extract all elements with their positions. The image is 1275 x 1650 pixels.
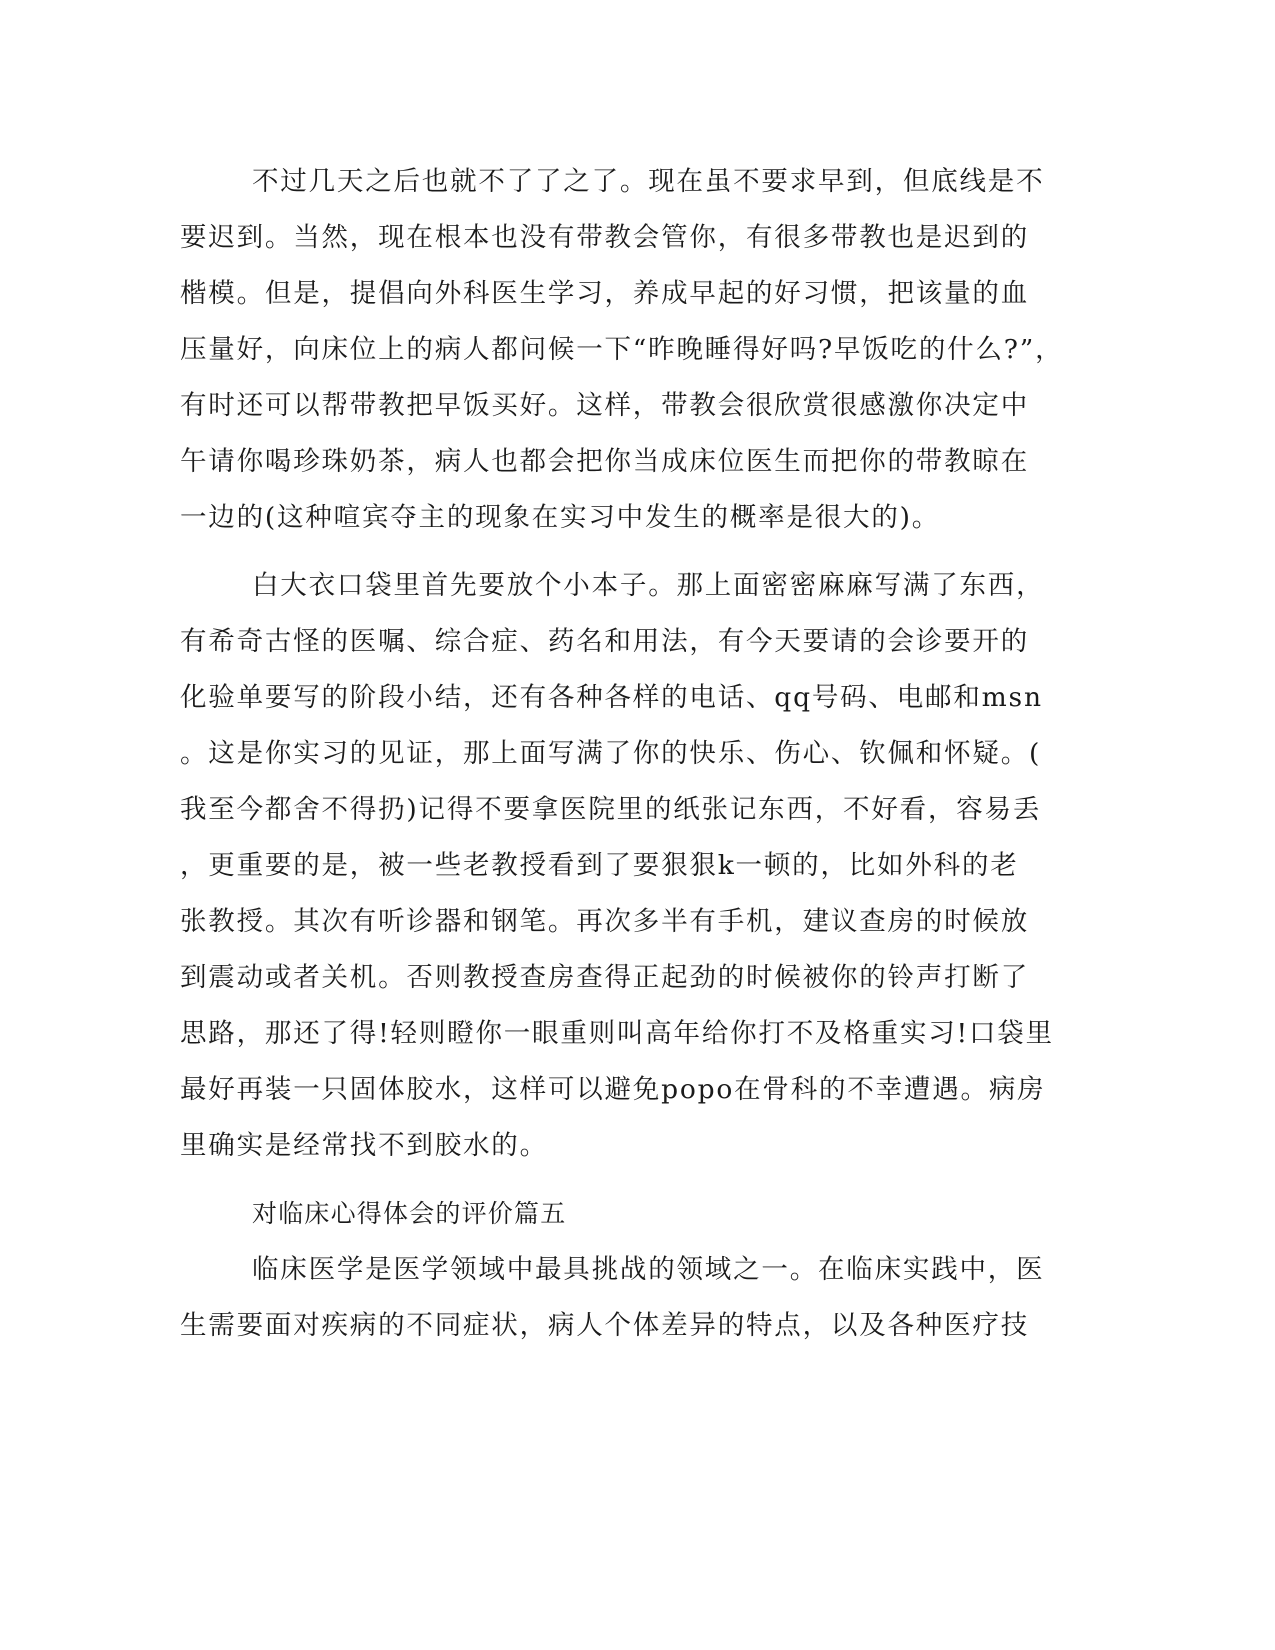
text-line: 最好再装一只固体胶水，这样可以避免popo在骨科的不幸遭遇。病房 [180,1074,1046,1105]
text-line: ，更重要的是，被一些老教授看到了要狠狠k一顿的，比如外科的老 [180,850,1019,881]
paragraph-2 [180,558,1054,1174]
text-line: 思路，那还了得!轻则瞪你一眼重则叫高年给你打不及格重实习!口袋里 [180,1018,1054,1049]
text-line: 有时还可以帮带教把早饭买好。这样，带教会很欣赏很感激你决定中 [180,390,1029,421]
text-line: 生需要面对疾病的不同症状，病人个体差异的特点，以及各种医疗技 [180,1310,1029,1341]
text-line: 一边的(这种喧宾夺主的现象在实习中发生的概率是很大的)。 [180,502,941,533]
text-line: 临床医学是医学领域中最具挑战的领域之一。在临床实践中，医 [252,1254,1045,1285]
paragraph-3 [180,1242,1045,1354]
text-line: 。这是你实习的见证，那上面写满了你的快乐、伤心、钦佩和怀疑。( [180,738,1042,769]
text-line: 化验单要写的阶段小结，还有各种各样的电话、qq号码、电邮和msn [180,682,1043,713]
text-line: 不过几天之后也就不了了之了。现在虽不要求早到，但底线是不 [252,166,1045,197]
paragraph-1 [180,154,1064,546]
text-line: 有希奇古怪的医嘱、综合症、药名和用法，有今天要请的会诊要开的 [180,626,1029,657]
text-line: 压量好，向床位上的病人都问候一下“昨晚睡得好吗?早饭吃的什么?”， [180,334,1064,365]
text-line: 张教授。其次有听诊器和钢笔。再次多半有手机，建议查房的时候放 [180,906,1029,937]
text-line: 里确实是经常找不到胶水的。 [180,1130,548,1161]
text-line: 要迟到。当然，现在根本也没有带教会管你，有很多带教也是迟到的 [180,222,1029,253]
section-heading: 对临床心得体会的评价篇五 [252,1199,567,1228]
text-line: 午请你喝珍珠奶茶，病人也都会把你当成床位医生而把你的带教晾在 [180,446,1029,477]
text-line: 到震动或者关机。否则教授查房查得正起劲的时候被你的铃声打断了 [180,962,1029,993]
document-body [180,154,1064,1354]
text-line: 白大衣口袋里首先要放个小本子。那上面密密麻麻写满了东西， [252,570,1045,601]
text-line: 楷模。但是，提倡向外科医生学习，养成早起的好习惯，把该量的血 [180,278,1029,309]
text-line: 我至今都舍不得扔)记得不要拿医院里的纸张记东西，不好看，容易丢 [180,794,1042,825]
